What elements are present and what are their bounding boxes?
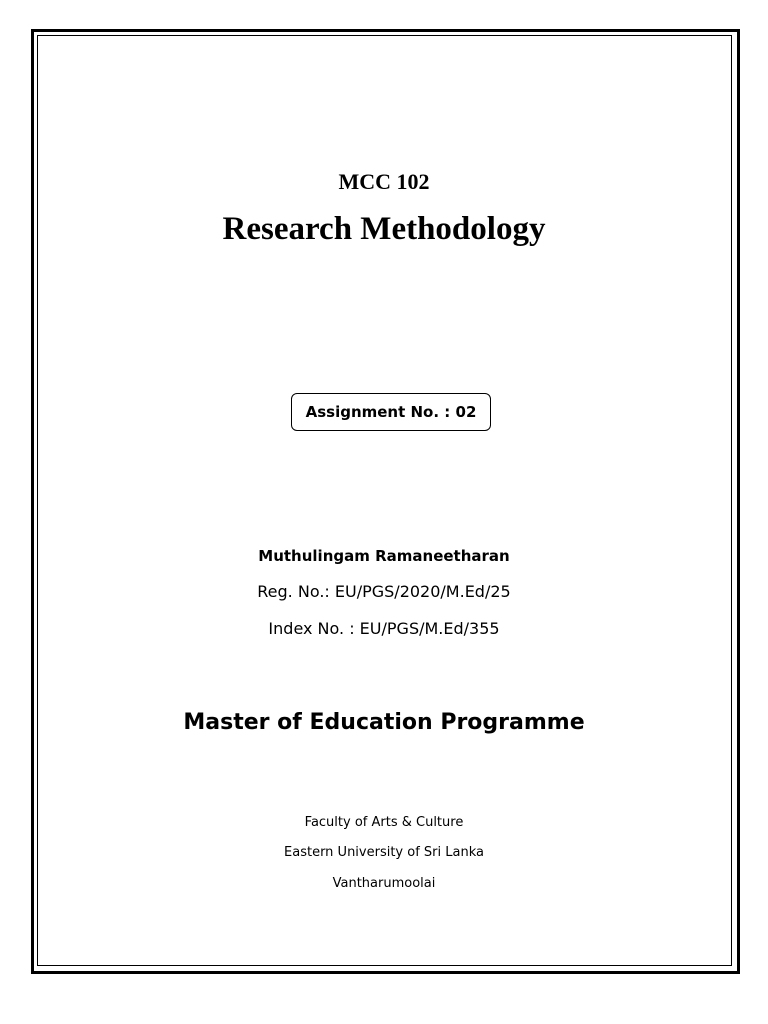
programme-title: Master of Education Programme (183, 710, 585, 735)
course-code: MCC 102 (338, 169, 430, 194)
index-number: Index No. : EU/PGS/M.Ed/355 (268, 619, 500, 638)
registration-number: Reg. No.: EU/PGS/2020/M.Ed/25 (257, 582, 511, 601)
assignment-number-box (291, 393, 491, 431)
university-location: Vantharumoolai (332, 876, 436, 891)
course-title: Research Methodology (222, 211, 546, 247)
assignment-number-label: Assignment No. : 02 (305, 403, 477, 421)
faculty-name: Faculty of Arts & Culture (304, 815, 464, 830)
university-name: Eastern University of Sri Lanka (284, 845, 484, 860)
student-name: Muthulingam Ramaneetharan (258, 547, 510, 565)
